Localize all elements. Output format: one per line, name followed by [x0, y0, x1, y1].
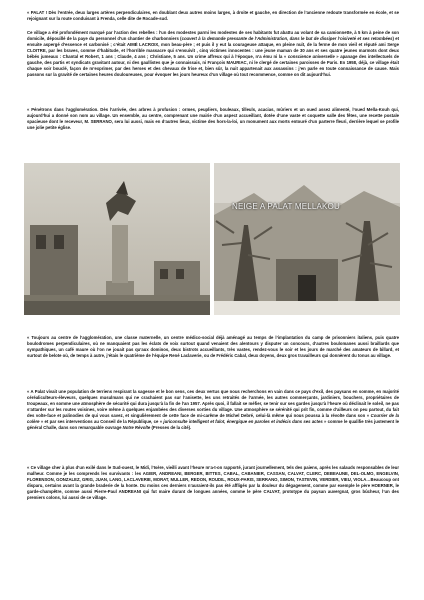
text-segment: ) et ensuite aspergé d’essence et carbonisé ; c’était AIMÉ LACROIX, mon beau-père ; et puis il y eut la courageuse attaque, en pleine nuit, de la ferme de mon vieil et réputé ami Serge CLOITRE, par les braves, comme d’habitude, et l’horrible massacre qui s’ensuivit , cinq victimes innocentes : une jeune maman de 30 ans et ses quatre jeunes marmots dont deux bébés jumeaux : Chantal et Robert, 1 ans ; Claude, 4 ans ; Christiane, 5 ans. Un crime affreux qui à l’époque, n’a ému ni la « [27, 36, 399, 60]
text-segment: « Ce village cher à plus d’un exilé dans le Sud-ouest, le Midi, l’Isère, vieilli avant l’heure m’a-t-on rapporté, jurant journellement, tels des paiens, après les salauds responsables de leur malheur. Comme je les comprends les survivants : les AGIER, ANDREANI, BERGER, BITTES, CABAL, CABANIER, CASSAN, CALVAT, CLERC, DEBEAUNE, DEL-OLMO, ENGELVIN, FLORENSON, GONZALEZ, GRIG, JUAN, LANG, LACLAVERIE, MORAT, MULLER, REDON, ROUDIL, ROUX-PARIS, SERRANO, SIMON, TASTEVIN, VERDIER, VIEU, VIOLA…Beaucoup ont disparu, certains avant la grande braderie de la honte. Du moins ces derniers n’auraient-ils pas été affligés par la douleur du dégagement, comme par exemple le père HOERNER, le garde-champêtre, comme aussi Pierre-Paul ANDREANI qui fut maire durant de longues années, comme le père CALVAT, prototype du paysan auvergnat, gros bûcheur, l’un des premiers colons, lui aussi de ce village. [27, 465, 399, 501]
paragraph-center [27, 335, 399, 359]
text-segment: « PALAT ! Dès l’entrée, deux larges artères perpendiculaires, en doublant deux autres moins larges, à droite et gauche, en direction de l’ancienne redoute transformée en école, et se rejoignant sur la route conduisant à Frenda, celle dite de Rocade-sud. [27, 10, 399, 22]
paragraph-rebels [27, 30, 399, 78]
text-segment: « A Palat vivait une population de terriens respirant la sagesse et le bon sens, ces deux vertus que nous recherchons en vain dans ce pays d’exil, des paysans en somme, en majorité céréaliculteurs-éleveurs, quelques musulmans qui ne crachaient pas sur l’anisette, les uns retraités de l’armée, les autres commerçants, jardiniers, bouchers, propriétaires de troupeaux, en somme une atmosphère de sécurité qui dura jusqu’à la fin de l’an 1957. Après quoi, il fallait se méfier, se tenir sur ses gardes jusqu’à l’heure où déclinait le soleil, ne pas s’attarder sur les routes voisines, voire même à quelques enjambées des diverses sorties du village. Une atmosphère se sérénité qui prit fin, comme d’ailleurs on peu partout, du fait des volte-face et palinodies de qui vous savez, et singulièrement de cette face de mi-carême de Michel Debré, celui-là même qui nous poussa à la révolte dans son « [27, 389, 399, 419]
photo-monument [24, 163, 210, 315]
text-segment: » et par ses interventions au Conseil de la République, ce « [39, 419, 164, 425]
text-segment: « Pénétrons dans l’agglomération. Dès l’arrivée, des arbres à profusion : ormes, peupliers, bouleaux, tilleuls, acacias, mûriers et un oued assez alimenté, l’oued Mella-Kouh qui, aujourd’hui a donné son nom au village. Un ensemble, au centre, comprenant une mairie d’un aspect accueillant, dotée d’une vaste et coquette salle des fêtes, une recette postale spacieuse dont le receveur, M. SERRANO, sera lui aussi, mais en d’autres lieux, victime des hors-la-loi, un monument aux morts entouré d’un parterre fleuri, derrière lequel se profile une jolie petite église. [27, 107, 399, 131]
text-segment: » apanage des intellectuels de gauche, des partis et syndicats gravitant autour, ni des gaullistes que je connaissais, ni François MAURIAC, ni le clergé de certaines paroisses de Paris. En 1958, déjà, ce village était chaque soir bouclé, façon de m’exprimer, par des herses et des chevaux de frise et, bien sûr, la nuit appartenait aux assassins : j’en parle en toute connaissance de cause. Mais passons sur la gravité de certaines heures douloureuses, pour évoquer les jours heureux d’un village où tout recommence, comme on dit aujourd’hui. [27, 54, 399, 78]
photo-snow-palat [214, 163, 400, 315]
italic-text-segment: Courrier de la colère [27, 413, 400, 425]
text-segment: « Toujours au centre de l’agglomération, une classe maternelle, un centre médico-social déjà aménagé au temps de l’implantation du camp de prisonniers italiens, puis quatre boulodromes perpendiculaires, où ne manquaient pas les éclats de voix surtout quand venaient des alentours y disputer un concours, d’autres boulomanes aussi braillards que sympathiques, un café maure où l’on ne jouait pas qu’aux dominos, deux bistrots accueillants, très vastes, rendez-vous le soir et les jours de marché des amateurs de billard, et surtout de belote où, de temps à autre, j’étais le quatrième de l’équipe René Laclaverie, ou de Frédéric Cabal, deux doyens, deux gros travailleurs qui donnèrent du tonus au village. [27, 335, 399, 359]
paragraph-population [27, 389, 399, 431]
text-segment: Ce village a été profondément marqué par l’action des rebelles : l’un des modestes parmi les modestes de ses habitants fut abattu au volant de sa camionnette, à 5 km à peine de son domicile, dépouillé de la paye du personnel d’un chantier de charbonniers ( [27, 30, 399, 42]
italic-text-segment: couvert à la demande pressante de l’Administration, dans le but de dissiper l’oisiveté et ses retombées [181, 36, 393, 42]
monument-photo-illustration [24, 163, 210, 315]
snow-photo-caption: NEIGE A PALAT MELLAKOU [232, 202, 340, 211]
paragraph-exiles [27, 465, 399, 501]
paragraph-intro [27, 10, 399, 22]
italic-text-segment: Notre Révolte [122, 425, 151, 431]
snow-photo-illustration [214, 163, 400, 315]
text-segment: » comme le qualifie très justement le général Challe, dans son remarquable ouvrage [27, 419, 399, 431]
text-segment: (Presses de la cité). [150, 425, 192, 431]
paragraph-agglomeration [27, 107, 399, 131]
italic-text-segment: conscience universelle [287, 54, 335, 60]
italic-text-segment: juriconsulte intelligent et falot, énergique en paroles et indécis dans ses actes [163, 419, 323, 425]
